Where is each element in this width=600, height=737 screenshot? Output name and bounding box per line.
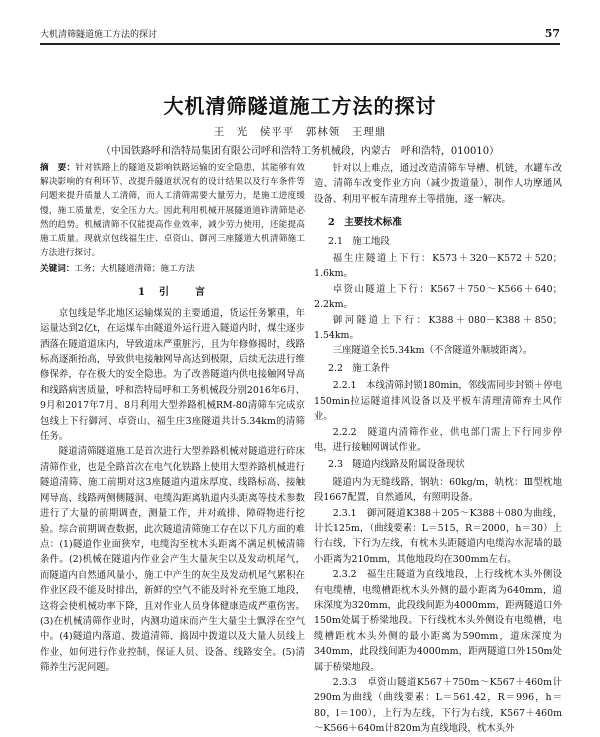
condition-2: 2.2.2 隧道内清筛作业，供电部门需上下行同步停电，进行接触网调试作业。 [314, 426, 562, 453]
subsection-status: 2.3 隧道内线路及附属设备现状 [328, 459, 465, 471]
keywords-text: 工务；大机隧道清筛；施工方法 [74, 264, 195, 275]
status-item-1: 2.3.1 御河隧道K388＋205～K388＋080为曲线，计长125m，（曲线要素：L＝515，R＝2000，h＝30）上行右线，下行为左线，有枕木头距隧道内电缆沟水泥墙的最小距离为210mm，其他地段均在300mm左右。 [314, 507, 562, 565]
site-line-3: 御河隧道上下行：K388＋080－K388＋850；1.54km。 [314, 314, 562, 342]
running-title: 大机清筛隧道施工方法的探讨 [40, 30, 158, 40]
page-number: 57 [544, 27, 560, 40]
abstract [40, 161, 305, 260]
subsection-construction-site: 2.1 施工地段 [328, 235, 390, 247]
condition-1: 2.2.1 本线清筛封锁180min，邻线需同步封锁＋停电150min拉运隧道排风设备以及平板车清理清筛弃土风作业。 [314, 380, 562, 423]
intro-paragraph-2: 隧道清筛隧道施工是首次进行大型养路机械对隧道进行砟床清筛作业，也是全路首次在电气化铁路上使用大型养路机械进行隧道清筛、施工前期对这3座隧道内道床厚度、线路标高、接触网导高、线路两侧侧隧洞、电缆沟距离轨道内头距离等技术参数进行了大量的前期调查，测量工作，并对疏排、障碍物进行挖验。综合前期调查数据，此次隧道清筛施工存在以下几方面的难点：(1)隧道作业面狭窄，电缆沟至枕木头距离不满足机械清筛条件。(2)机械在隧道内作业会产生大量灰尘以及发动机尾气，而隧道内自然通风量小，施工中产生的灰尘及发动机尾气累积在作业区段不能及时排出，新鲜的空气不能及时补充至施工地段，这将会使机械功率下降，且对作业人员身体健康造成严重伤害。(3)在机械清筛作业时，内测功道床而产生大量尘土飘浮在空气中。(4)隧道内落道、拨道清筛、捣固中拨道以及大量人员线上作业，如何进行作业控制，保证人员、设备、线路安全。(5)清筛养生污泥问题。 [40, 446, 305, 674]
running-header [40, 26, 560, 45]
section-heading-standards: 2 主要技术标准 [328, 217, 402, 229]
site-line-4: 三座隧道全长5.34km（不含隧道外顺坡距离）。 [332, 345, 533, 357]
subsection-conditions: 2.2 施工条件 [328, 362, 390, 374]
intro-continuation: 针对以上难点，通过改造清筛车导槽、机链，水罐车改造、清筛车改变作业方向（减少拨道量），制作人功摩通风设备、利用平板车清理弃土等措施，逐一解决。 [314, 163, 562, 205]
right-column [314, 161, 562, 737]
site-line-1: 福生庄隧道上下行：K573＋320－K572＋520；1.6km。 [314, 253, 562, 280]
abstract-text: 针对铁路上的隧道及影响铁路运输的安全隐患，其能够有效解决影响的有利环节，改提升隧道状况有的设计结果以及行车条件等问题来提升质量人工清筛，而人工清筛需要大量劳力，是施工进度缓慢，施工质量差，安全压力大。因此利用机械开展隧道道砟清筛是必然的趋势。机械清筛不仅能提高作业效率，减少劳力使用，还能提高施工质量。现就京包线福生庄、卓资山、御河三座隧道大机清筛施工方法进行探讨。 [40, 163, 305, 259]
status-item-2: 2.3.2 福生庄隧道为直线地段，上行线枕木头外侧设有电缆槽，电缆槽距枕木头外侧的最小距离为640mm，道床深度为320mm，此段线间距为4000mm，距两隧道口外150m处属于桥梁地段。下行线枕木头外侧设有电缆槽，电缆槽距枕木头外侧的最小距离为590mm，道床深度为340mm，此段线间距为4000mm，距两隧道口外150m处属于桥梁地段。 [314, 569, 562, 673]
keywords [40, 262, 305, 276]
status-paragraph: 隧道内为无缝线路，钢轨：60kg/m，轨枕：Ⅲ型枕地段1667配置，自然通风，有照明设备。 [314, 476, 562, 504]
section-heading-intro: 1 引 言 [138, 287, 207, 299]
site-line-2: 卓资山隧道上下行：K567＋750～K566＋640；2.2km。 [314, 283, 562, 311]
intro-paragraph-1: 京包线是华北地区运输煤炭的主要通道，货运任务繁重，年运量达到2亿t，在运煤车由隧道外运行进入隧道内时，煤尘逐步洒落在隧道道床内，导致道床严重脏污，且为年修修揭时，线路标高逐渐抬高，导致供电接触网导高达到极限，后续无法进行维修保养，存在极大的安全隐患。为了改善隧道内供电接触网导高和线路病害质量，呼和浩特局呼和工务机械段分别2016年6月、9月和2017年7月、8月利用大型养路机械RM-80清筛车完成京包线上下行御河、卓资山、福生庄3座隧道共计5.34km的清筛任务。 [40, 307, 305, 443]
author-list: 王 光 侯平平 郭林领 王理鼎 [213, 126, 387, 138]
status-item-3: 2.3.3 卓资山隧道K567＋750m～K567＋460m计290m为曲线（曲线要素：L＝561.42，R＝996，h＝80，l＝100），上行为左线，下行为右线，K567＋460m～K566＋640m计820m为直线地段，枕木头外 [314, 677, 562, 735]
affiliation: （中国铁路呼和浩特局集团有限公司呼和浩特工务机械段，内蒙古 呼和浩特，010010） [100, 146, 500, 157]
keywords-label: 关键词： [40, 264, 75, 275]
left-column [40, 161, 305, 676]
paper-title: 大机清筛隧道施工方法的探讨 [163, 94, 437, 118]
abstract-label: 摘 要： [40, 163, 76, 173]
